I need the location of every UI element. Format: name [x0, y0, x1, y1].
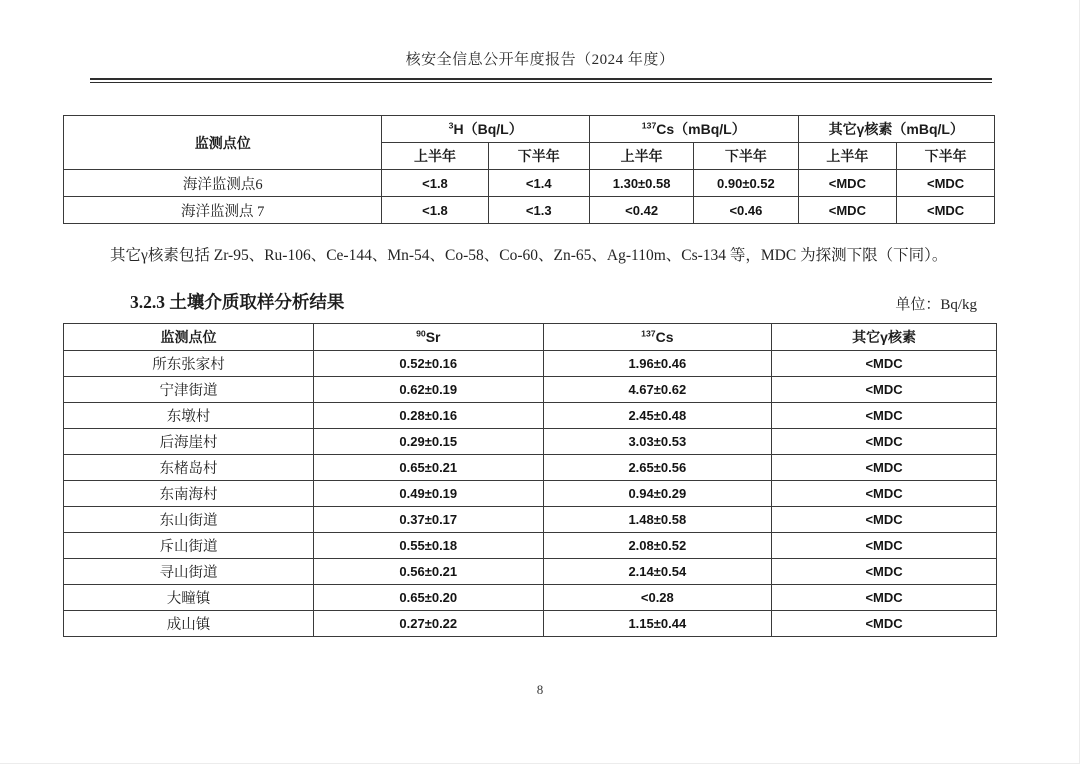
unit-label: 单位：Bq/kg: [895, 297, 977, 313]
column-header-cs137: [543, 324, 772, 351]
value-cell: <MDC: [772, 429, 997, 455]
value-cell: <MDC: [772, 351, 997, 377]
value-cell: <MDC: [772, 559, 997, 585]
value-cell: 0.37±0.17: [314, 507, 544, 533]
table-row: [64, 351, 997, 377]
site-cell: 海洋监测点 7: [64, 197, 382, 224]
value-cell: <1.3: [488, 197, 589, 224]
value-cell: <MDC: [798, 197, 897, 224]
header-divider-thick-line: [90, 78, 992, 80]
table-row: [64, 585, 997, 611]
site-cell: 东山街道: [64, 507, 314, 533]
site-cell: 宁津街道: [64, 377, 314, 403]
column-header-other-gamma: [798, 116, 994, 143]
gamma-nuclides-note: 其它γ核素包括 Zr-95、Ru-106、Ce-144、Mn-54、Co-58、Co-60、Zn-65、Ag-110m、Cs-134 等，MDC 为探测下限（下同）。: [110, 247, 948, 264]
value-cell: <0.42: [590, 197, 694, 224]
value-cell: 1.48±0.58: [543, 507, 772, 533]
site-cell: 寻山街道: [64, 559, 314, 585]
table-row: [64, 507, 997, 533]
value-cell: <1.8: [382, 170, 488, 197]
seawater-monitoring-table: [63, 115, 995, 224]
site-cell: 东楮岛村: [64, 455, 314, 481]
value-cell: <1.4: [488, 170, 589, 197]
value-cell: 0.90±0.52: [694, 170, 798, 197]
table-row: [64, 197, 995, 224]
isotope-superscript: 3: [448, 120, 454, 131]
value-cell: 0.94±0.29: [543, 481, 772, 507]
value-cell: 0.56±0.21: [314, 559, 544, 585]
isotope-superscript: 137: [641, 120, 657, 131]
column-header-label: 其它γ核素: [852, 329, 916, 345]
value-cell: <0.28: [543, 585, 772, 611]
value-cell: 0.65±0.21: [314, 455, 544, 481]
table-row: [64, 559, 997, 585]
value-cell: 0.62±0.19: [314, 377, 544, 403]
value-cell: 2.45±0.48: [543, 403, 772, 429]
running-head-title: 核安全信息公开年度报告（2024 年度）: [405, 52, 675, 68]
value-cell: <MDC: [772, 533, 997, 559]
column-header-cs137: [590, 116, 799, 143]
subheader-first-half: 上半年: [798, 143, 897, 170]
value-cell: <MDC: [772, 403, 997, 429]
page-number: 8: [536, 682, 544, 697]
value-cell: 0.49±0.19: [314, 481, 544, 507]
value-cell: 2.65±0.56: [543, 455, 772, 481]
site-cell: 大疃镇: [64, 585, 314, 611]
value-cell: 4.67±0.62: [543, 377, 772, 403]
column-header-site: 监测点位: [64, 324, 314, 351]
subheader-second-half: 下半年: [897, 143, 995, 170]
subheader-second-half: 下半年: [694, 143, 798, 170]
value-cell: 0.27±0.22: [314, 611, 544, 637]
section-heading: 3.2.3 土壤介质取样分析结果: [130, 292, 345, 312]
column-header-label: 其它γ核素（mBq/L）: [828, 121, 964, 137]
subheader-first-half: 上半年: [590, 143, 694, 170]
isotope-superscript: 90: [416, 328, 426, 339]
table-row: [64, 377, 997, 403]
column-header-label: H（Bq/L）: [453, 121, 523, 137]
value-cell: 0.55±0.18: [314, 533, 544, 559]
header-divider-rule: [90, 78, 992, 83]
value-cell: <MDC: [772, 481, 997, 507]
value-cell: <MDC: [798, 170, 897, 197]
column-header-label: Cs: [655, 329, 674, 345]
table-header-row: [64, 116, 995, 143]
table-row: [64, 481, 997, 507]
column-header-other-gamma: [772, 324, 997, 351]
subheader-second-half: 下半年: [488, 143, 589, 170]
table-header-row: [64, 324, 997, 351]
value-cell: <MDC: [897, 170, 995, 197]
soil-sampling-table: [63, 323, 997, 637]
value-cell: <0.46: [694, 197, 798, 224]
subheader-first-half: 上半年: [382, 143, 488, 170]
table-row: [64, 533, 997, 559]
site-cell: 所东张家村: [64, 351, 314, 377]
site-cell: 海洋监测点6: [64, 170, 382, 197]
table-row: [64, 170, 995, 197]
isotope-superscript: 137: [641, 328, 656, 339]
value-cell: 2.14±0.54: [543, 559, 772, 585]
column-header-tritium: [382, 116, 590, 143]
table-row: [64, 611, 997, 637]
site-cell: 成山镇: [64, 611, 314, 637]
value-cell: 1.15±0.44: [543, 611, 772, 637]
value-cell: <MDC: [772, 585, 997, 611]
table-row: [64, 429, 997, 455]
header-divider-thin-line: [90, 82, 992, 83]
value-cell: <MDC: [897, 197, 995, 224]
column-header-sr90: [314, 324, 544, 351]
site-cell: 东墩村: [64, 403, 314, 429]
table-row: [64, 455, 997, 481]
value-cell: 2.08±0.52: [543, 533, 772, 559]
column-header-site: 监测点位: [64, 116, 382, 170]
value-cell: 0.29±0.15: [314, 429, 544, 455]
value-cell: <MDC: [772, 455, 997, 481]
value-cell: 3.03±0.53: [543, 429, 772, 455]
table-row: [64, 403, 997, 429]
column-header-label: Sr: [425, 329, 441, 345]
value-cell: 0.65±0.20: [314, 585, 544, 611]
value-cell: 0.52±0.16: [314, 351, 544, 377]
site-cell: 斥山街道: [64, 533, 314, 559]
site-cell: 东南海村: [64, 481, 314, 507]
value-cell: <MDC: [772, 507, 997, 533]
site-cell: 后海崖村: [64, 429, 314, 455]
column-header-label: Cs（mBq/L）: [656, 121, 746, 137]
value-cell: 1.30±0.58: [590, 170, 694, 197]
value-cell: 1.96±0.46: [543, 351, 772, 377]
value-cell: <MDC: [772, 377, 997, 403]
value-cell: <MDC: [772, 611, 997, 637]
value-cell: 0.28±0.16: [314, 403, 544, 429]
value-cell: <1.8: [382, 197, 488, 224]
